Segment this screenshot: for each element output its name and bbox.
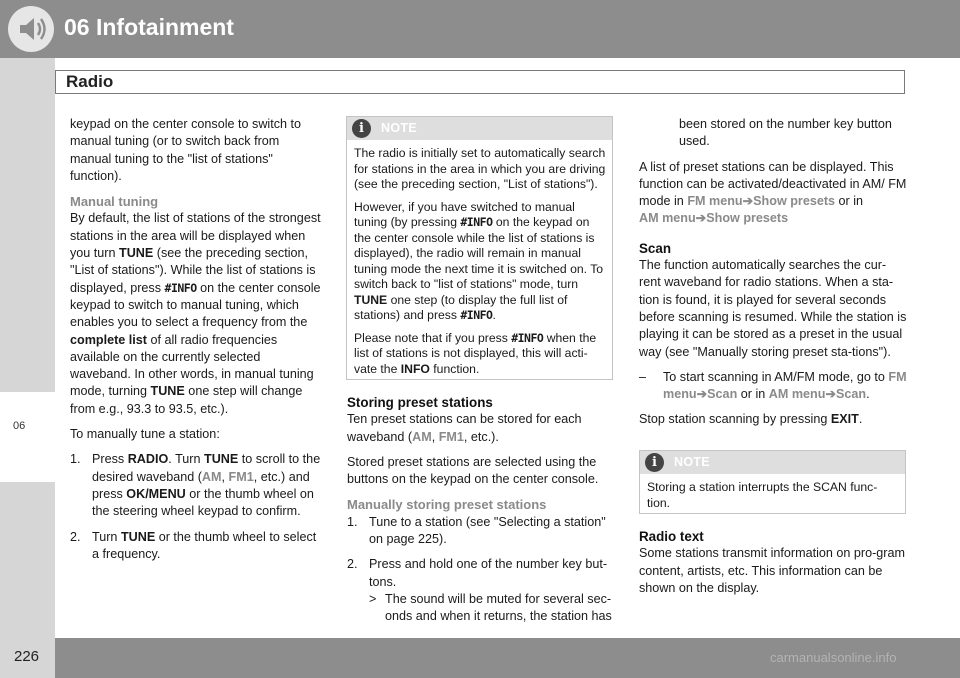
note-box	[639, 450, 906, 514]
steps-list	[70, 451, 322, 563]
page-number: 226	[14, 648, 40, 665]
arrow-right-icon: ➔	[696, 387, 708, 402]
paragraph: keypad on the center console to switch to manual tuning (or to switch back from manual tuning to the "list of stations" function).	[70, 117, 302, 183]
paragraph: Stop station scanning by pressing EXIT.	[639, 412, 863, 427]
column-3-bottom	[639, 516, 907, 605]
paragraph: Ten preset stations can be stored for each waveband (AM, FM1, etc.).	[347, 412, 582, 444]
note-label: NOTE	[381, 121, 417, 135]
arrow-right-icon: ➔	[695, 211, 707, 226]
column-2	[347, 382, 615, 634]
paragraph: To manually tune a station:	[70, 427, 220, 442]
chapter-tab	[0, 392, 55, 482]
chapter-title: 06 Infotainment	[64, 14, 234, 40]
paragraph: A list of preset stations can be displayed. This function can be activated/deactivated in AM/ FM mode in FM menu➔Show presets or in AM menu➔Show presets	[639, 159, 907, 226]
result-continued: been stored on the number key button used.	[679, 117, 892, 149]
heading-storing-presets: Storing preset stations	[347, 395, 493, 410]
paragraph: Stored preset stations are selected using the buttons on the keypad on the center console.	[347, 454, 599, 487]
note-header	[347, 117, 612, 140]
heading-manually-storing: Manually storing preset stations	[347, 497, 547, 513]
note-label: NOTE	[674, 455, 710, 469]
result-item: > The sound will be muted for several sec-onds and when it returns, the station has	[369, 591, 612, 624]
left-gutter	[0, 58, 55, 638]
paragraph: Some stations transmit information on pro-gram content, artists, etc. This information can be shown on the display.	[639, 546, 905, 595]
section-bar	[55, 70, 905, 94]
note-box	[346, 116, 613, 380]
speaker-icon	[8, 6, 54, 52]
note-paragraph: However, if you have switched to manual tuning (by pressing #INFO on the keypad on the center console while the list of stations is displayed), the radio will remain in manual tuning mode the next time it is switched on. To switch back to "list of stations" mode, turn TUNE one step (to display the full list of stations) and press #INFO.	[354, 199, 604, 322]
info-key-icon: #INFO	[460, 308, 493, 322]
note-body	[347, 140, 612, 386]
info-key-icon: #INFO	[460, 215, 493, 229]
info-icon: i	[352, 119, 371, 138]
column-1	[70, 116, 322, 571]
note-header	[640, 451, 905, 474]
section-title: Radio	[66, 72, 114, 91]
chapter-tab-label: 06	[13, 420, 26, 432]
note-paragraph: The radio is initially set to automatically search for stations in the area in which you are driving (see the preceding section, "List of stations").	[354, 146, 606, 191]
heading-radio-text: Radio text	[639, 529, 704, 544]
paragraph-manual-tuning: By default, the list of stations of the strongest stations in the area will be displayed when you turn TUNE (see the preceding section, "List of stations"). While the list of stations is displayed, press #INFO on the center console keypad to switch to manual tuning, which enables you to select a frequency from the complete list of all radio frequencies available on the currently selected waveband. In other words, in manual tuning mode, turning TUNE one step will change from e.g., 93.3 to 93.5, etc.).	[70, 211, 321, 416]
steps-list	[347, 514, 615, 626]
heading-scan: Scan	[639, 240, 672, 256]
paragraph: The function automatically searches the cur-rent waveband for radio stations. When a sta-tion is found, it is played for several seconds before scanning is resumed. While the station is playing it can be stored as a preset in the usual way (see "Manually storing preset sta-tions").	[639, 258, 907, 359]
note-body	[640, 474, 905, 520]
list-item: 1. Tune to a station (see "Selecting a station" on page 225).	[347, 514, 606, 547]
list-item: 2. Turn TUNE or the thumb wheel to select a frequency.	[70, 529, 317, 561]
arrow-right-icon: ➔	[825, 387, 836, 402]
column-3	[639, 116, 907, 437]
list-item: 2. Press and hold one of the number key but-tons. > The sound will be muted for several sec-onds and when it returns, the station has	[347, 556, 615, 625]
list-item: – To start scanning in AM/FM mode, go to FM menu➔Scan or in AM menu➔Scan.	[639, 369, 907, 402]
info-icon: i	[645, 453, 664, 472]
note-paragraph: Storing a station interrupts the SCAN func-tion.	[647, 480, 878, 510]
heading-manual-tuning: Manual tuning	[70, 194, 159, 210]
info-key-icon: #INFO	[164, 280, 197, 295]
note-paragraph: Please note that if you press #INFO when the list of stations is not displayed, this will acti-vate the INFO function.	[354, 330, 597, 376]
arrow-right-icon: ➔	[742, 194, 754, 209]
info-key-icon: #INFO	[511, 330, 544, 345]
list-item: 1. Press RADIO. Turn TUNE to scroll to the desired waveband (AM, FM1, etc.) and press OK/MENU or the thumb wheel on the steering wheel keypad to confirm.	[70, 452, 321, 519]
watermark: carmanualsonline.info	[770, 650, 897, 665]
